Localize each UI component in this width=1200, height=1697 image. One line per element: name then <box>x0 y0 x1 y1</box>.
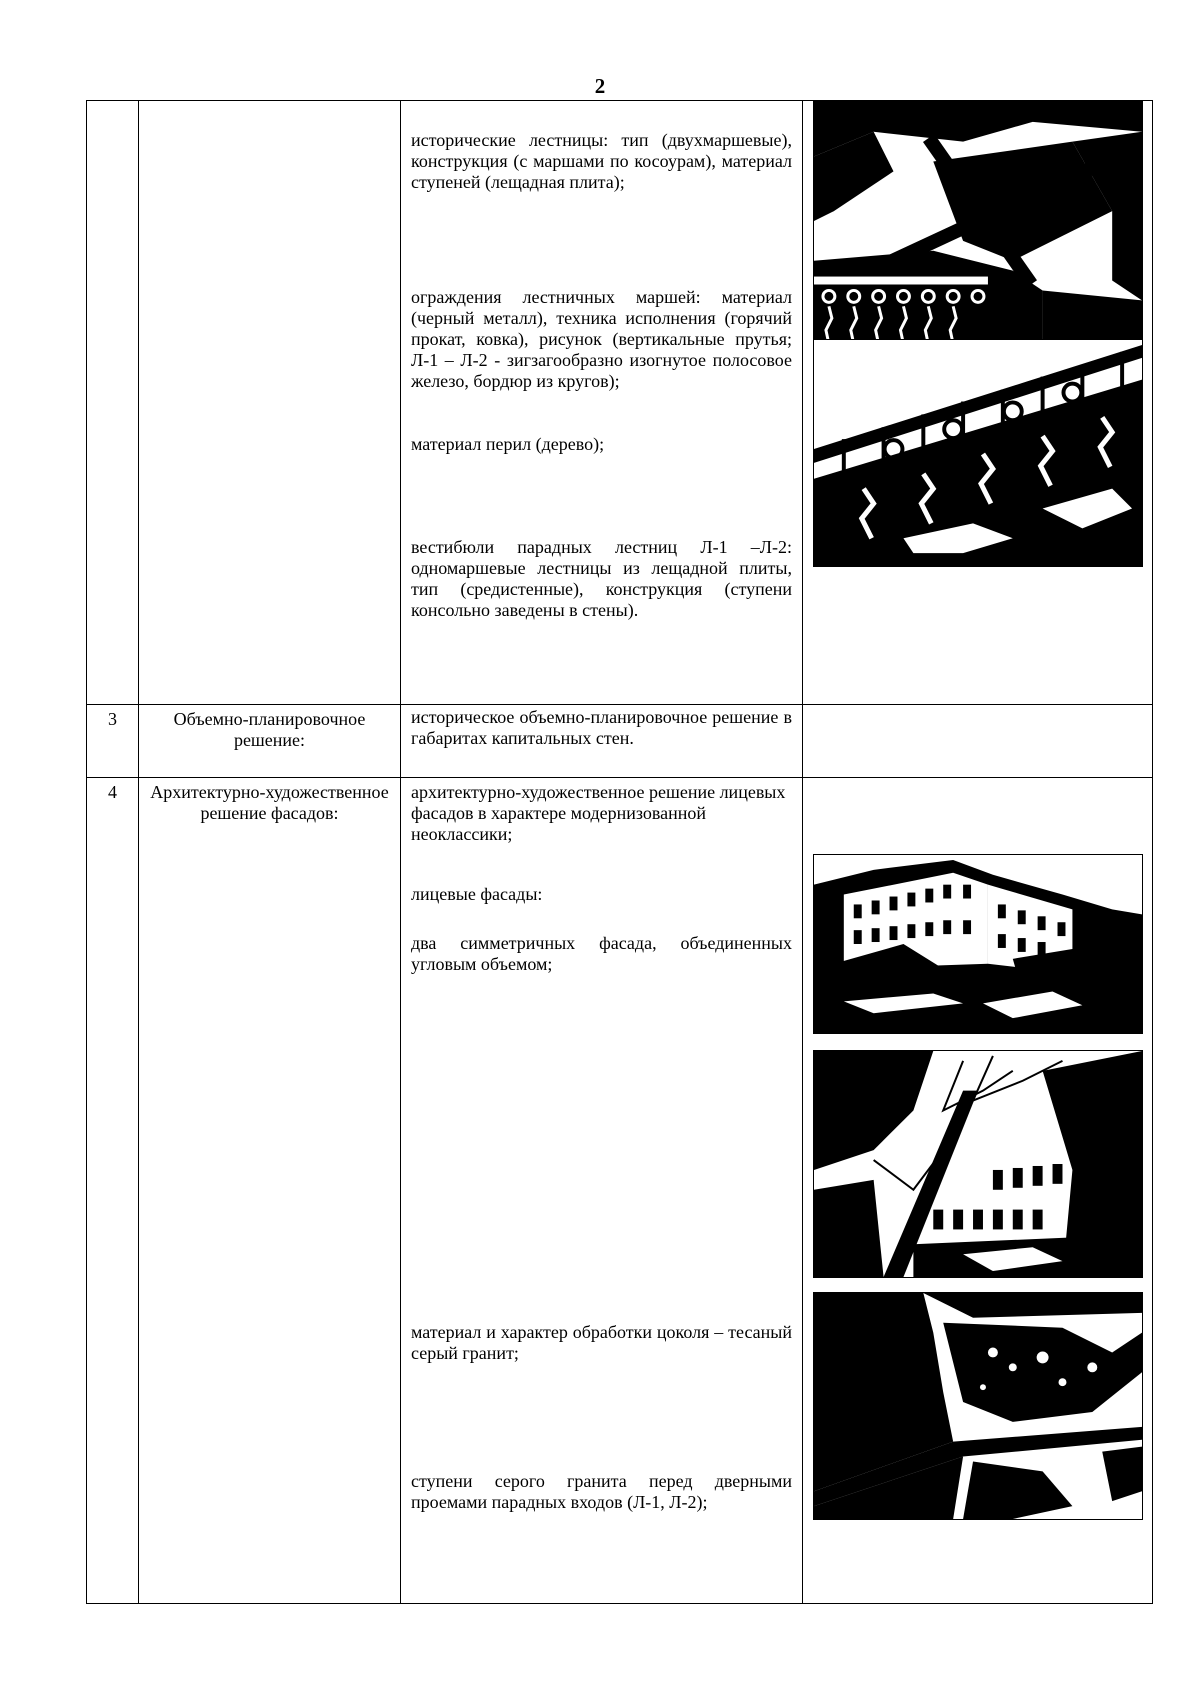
table-row <box>87 778 1153 1604</box>
row-description <box>401 705 803 778</box>
plinth-photo <box>813 1292 1143 1520</box>
table-row <box>87 101 1153 705</box>
facade-trees-photo <box>813 1050 1143 1278</box>
protected-features-table <box>86 100 1153 1604</box>
paragraph-stair-railings: ограждения лестничных маршей: материал (черный металл), техника исполнения (горячий прокат, ковка), рисунок (вертикальные прутья; Л-1 – Л-2 - зигзагообразно изогнутое полосовое железо, бордюр из кругов); <box>411 287 792 391</box>
paragraph-plinth-material: материал и характер обработки цоколя – тесаный серый гранит; <box>411 1322 792 1363</box>
paragraph-symmetric-facades: два симметричных фасада, объединенных угловым объемом; <box>411 933 792 974</box>
row-subject: Архитектурно-художественное решение фасадов: <box>139 778 401 1604</box>
paragraph-vestibules: вестибюли парадных лестниц Л-1 –Л-2: одномаршевые лестницы из лещадной плиты, тип (средистенные), конструкция (ступени консольно заведены в стены). <box>411 537 792 620</box>
row-photos <box>803 101 1153 705</box>
table-row <box>87 705 1153 778</box>
row-photos <box>803 705 1153 778</box>
paragraph-historic-staircases: исторические лестницы: тип (двухмаршевые), конструкция (с маршами по косоурам), материал ступеней (лещадная плита); <box>411 130 792 192</box>
row-number: 3 <box>87 705 139 778</box>
paragraph-granite-steps: ступени серого гранита перед дверными проемами парадных входов (Л-1, Л-2); <box>411 1471 792 1512</box>
paragraph-handrail-material: материал перил (дерево); <box>411 434 605 454</box>
row-number: 4 <box>87 778 139 1604</box>
facade-corner-photo <box>813 854 1143 1034</box>
row-number <box>87 101 139 705</box>
row-description <box>401 778 803 1604</box>
paragraph-planning: историческое объемно-планировочное решение в габаритах капитальных стен. <box>411 707 792 748</box>
paragraph-main-facades: лицевые фасады: <box>411 884 543 904</box>
paragraph-facade-style: архитектурно-художественное решение лицевых фасадов в характере модернизованной неоклассики; <box>411 782 786 844</box>
row-subject: Объемно-планировочное решение: <box>139 705 401 778</box>
page-number: 2 <box>594 74 606 98</box>
row-subject <box>139 101 401 705</box>
railing-photo <box>813 339 1143 567</box>
row-description <box>401 101 803 705</box>
staircase-photo <box>813 101 1143 345</box>
row-photos <box>803 778 1153 1604</box>
